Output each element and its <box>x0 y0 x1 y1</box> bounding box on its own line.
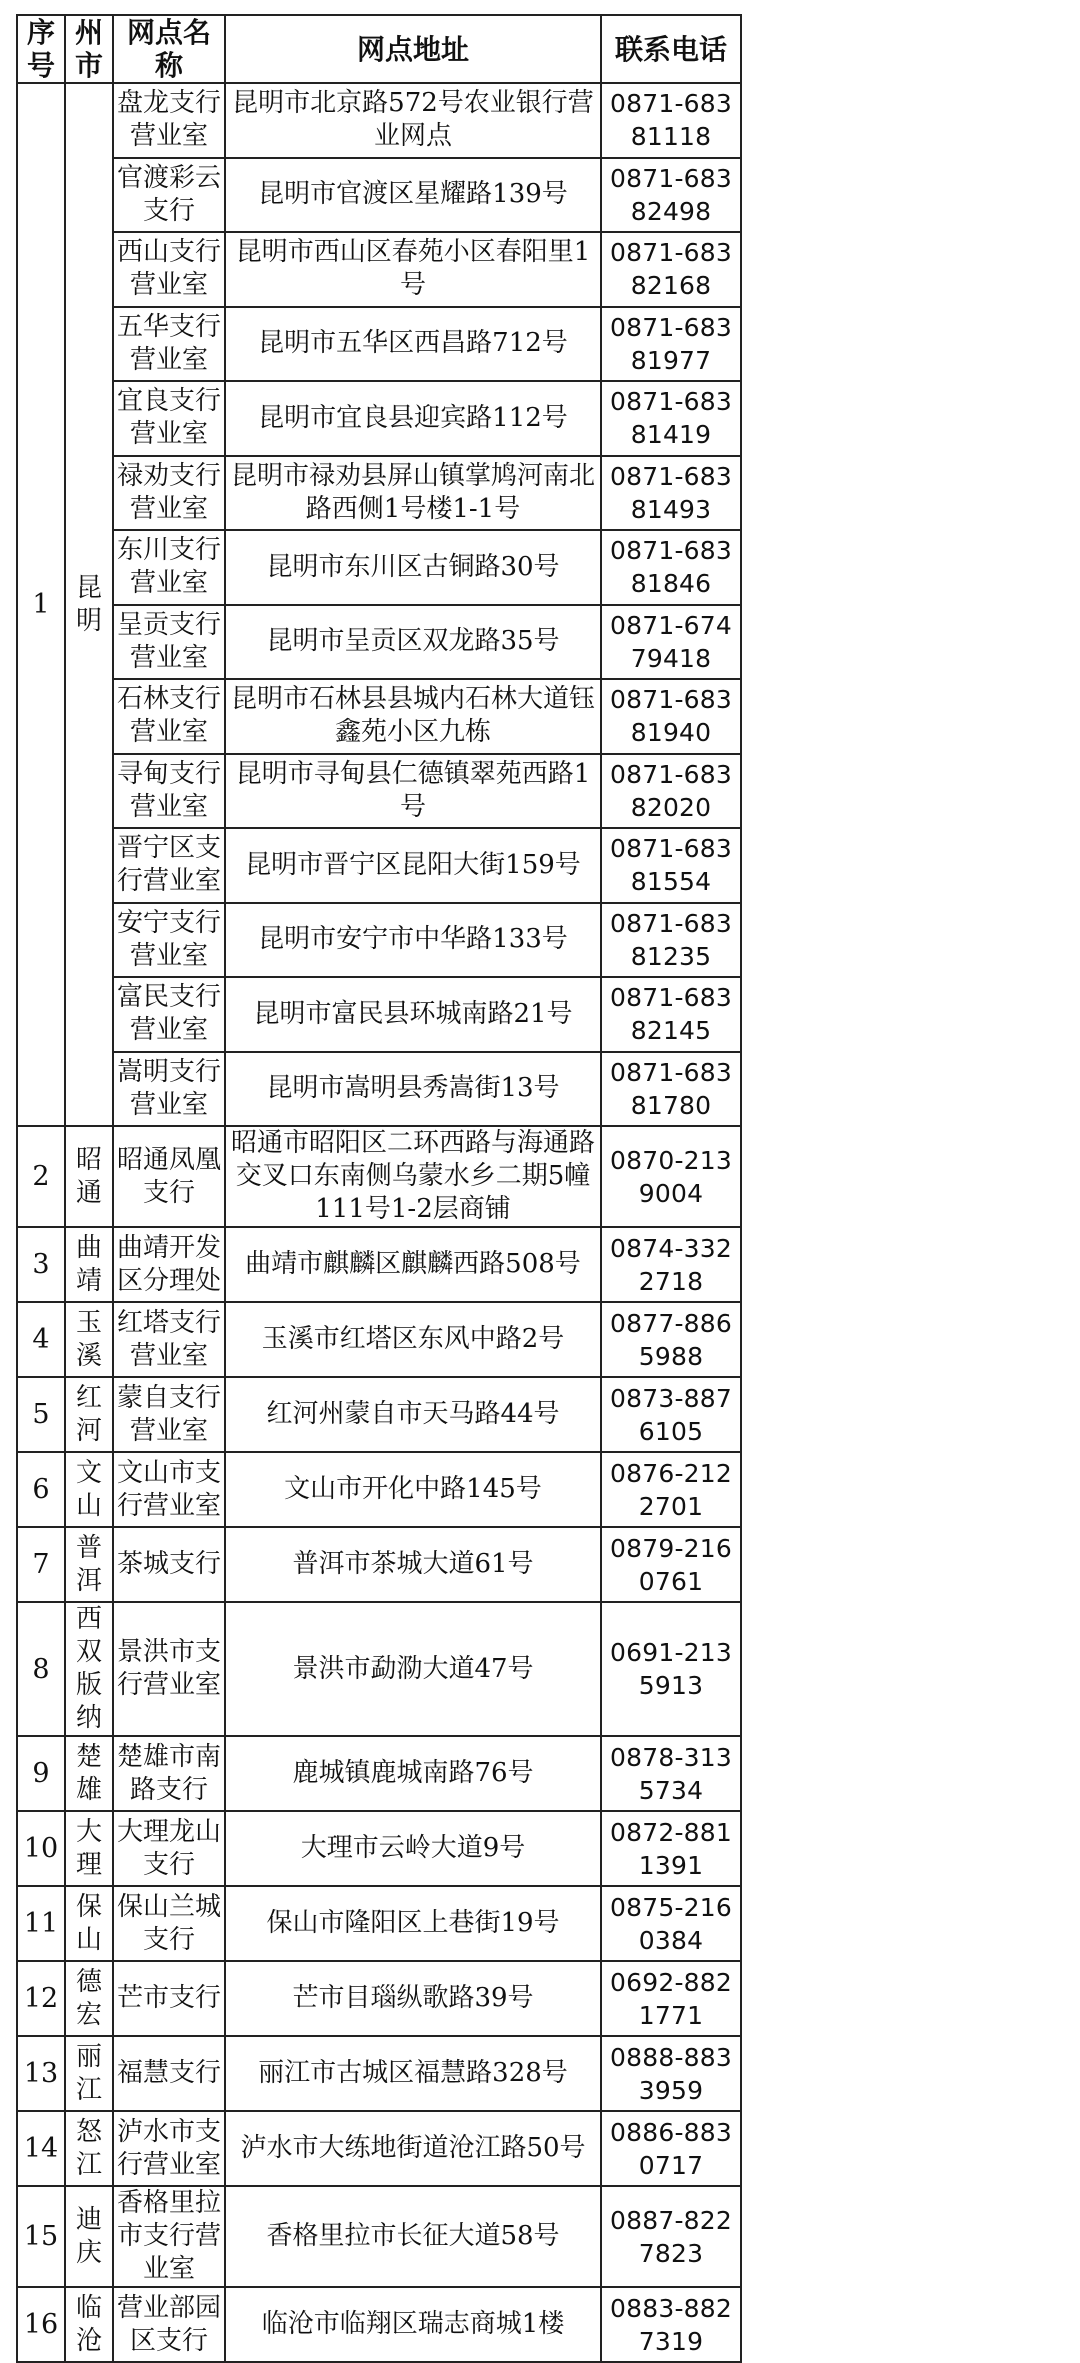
table-row <box>17 754 741 829</box>
row-seq: 3 <box>17 1227 65 1302</box>
row-phone: 0873-8876105 <box>601 1377 741 1452</box>
row-phone: 0871-68381846 <box>601 530 741 605</box>
table-row <box>17 1527 741 1602</box>
table-row <box>17 2111 741 2186</box>
table-body <box>17 83 741 2362</box>
table-row <box>17 1736 741 1811</box>
row-seq: 11 <box>17 1886 65 1961</box>
row-city: 西双版纳 <box>65 1602 113 1736</box>
row-phone: 0871-68381940 <box>601 679 741 754</box>
row-address: 昆明市石林县县城内石林大道钰鑫苑小区九栋 <box>225 679 601 754</box>
row-phone: 0871-68382168 <box>601 232 741 307</box>
row-address: 芒市目瑙纵歌路39号 <box>225 1961 601 2036</box>
table-row <box>17 2036 741 2111</box>
row-phone: 0888-8833959 <box>601 2036 741 2111</box>
table-row <box>17 1302 741 1377</box>
row-seq: 10 <box>17 1811 65 1886</box>
row-city: 迪庆 <box>65 2186 113 2287</box>
row-seq: 8 <box>17 1602 65 1736</box>
table-row <box>17 605 741 680</box>
row-city: 红河 <box>65 1377 113 1452</box>
row-phone: 0872-8811391 <box>601 1811 741 1886</box>
row-address: 鹿城镇鹿城南路76号 <box>225 1736 601 1811</box>
row-address: 昆明市五华区西昌路712号 <box>225 307 601 382</box>
row-phone: 0692-8821771 <box>601 1961 741 2036</box>
row-branch-name: 嵩明支行营业室 <box>113 1052 225 1127</box>
row-phone: 0879-2160761 <box>601 1527 741 1602</box>
row-phone: 0886-8830717 <box>601 2111 741 2186</box>
row-branch-name: 呈贡支行营业室 <box>113 605 225 680</box>
branch-table-container <box>16 14 742 2363</box>
table-row <box>17 83 741 158</box>
table-row <box>17 530 741 605</box>
table-row <box>17 679 741 754</box>
row-address: 香格里拉市长征大道58号 <box>225 2186 601 2287</box>
row-address: 泸水市大练地街道沧江路50号 <box>225 2111 601 2186</box>
row-city: 昭通 <box>65 1126 113 1227</box>
row-branch-name: 景洪市支行营业室 <box>113 1602 225 1736</box>
row-address: 昆明市宜良县迎宾路112号 <box>225 381 601 456</box>
row-seq: 4 <box>17 1302 65 1377</box>
table-row <box>17 1227 741 1302</box>
row-branch-name: 晋宁区支行营业室 <box>113 828 225 903</box>
row-branch-name: 香格里拉市支行营业室 <box>113 2186 225 2287</box>
row-address: 昆明市东川区古铜路30号 <box>225 530 601 605</box>
row-address: 昆明市嵩明县秀嵩街13号 <box>225 1052 601 1127</box>
table-row <box>17 977 741 1052</box>
row-city: 大理 <box>65 1811 113 1886</box>
row-branch-name: 楚雄市南路支行 <box>113 1736 225 1811</box>
row-phone: 0870-2139004 <box>601 1126 741 1227</box>
row-address: 昆明市晋宁区昆阳大街159号 <box>225 828 601 903</box>
branch-table <box>16 14 742 2363</box>
row-seq: 1 <box>17 83 65 1126</box>
row-branch-name: 文山市支行营业室 <box>113 1452 225 1527</box>
row-address: 大理市云岭大道9号 <box>225 1811 601 1886</box>
row-phone: 0878-3135734 <box>601 1736 741 1811</box>
row-address: 红河州蒙自市天马路44号 <box>225 1377 601 1452</box>
row-branch-name: 营业部园区支行 <box>113 2287 225 2362</box>
row-seq: 2 <box>17 1126 65 1227</box>
row-branch-name: 东川支行营业室 <box>113 530 225 605</box>
row-phone: 0871-68382145 <box>601 977 741 1052</box>
row-city: 曲靖 <box>65 1227 113 1302</box>
row-branch-name: 寻甸支行营业室 <box>113 754 225 829</box>
row-branch-name: 富民支行营业室 <box>113 977 225 1052</box>
row-city: 德宏 <box>65 1961 113 2036</box>
row-phone: 0871-68381554 <box>601 828 741 903</box>
row-phone: 0871-67479418 <box>601 605 741 680</box>
row-phone: 0871-68381118 <box>601 83 741 158</box>
row-phone: 0871-68381977 <box>601 307 741 382</box>
table-row <box>17 232 741 307</box>
row-phone: 0871-68381493 <box>601 456 741 531</box>
row-phone: 0871-68381780 <box>601 1052 741 1127</box>
row-phone: 0871-68381235 <box>601 903 741 978</box>
row-branch-name: 茶城支行 <box>113 1527 225 1602</box>
table-row <box>17 1452 741 1527</box>
row-branch-name: 福慧支行 <box>113 2036 225 2111</box>
row-city: 普洱 <box>65 1527 113 1602</box>
table-row <box>17 158 741 233</box>
row-seq: 13 <box>17 2036 65 2111</box>
row-address: 昆明市北京路572号农业银行营业网点 <box>225 83 601 158</box>
row-seq: 16 <box>17 2287 65 2362</box>
row-phone: 0871-68382498 <box>601 158 741 233</box>
row-branch-name: 红塔支行营业室 <box>113 1302 225 1377</box>
row-address: 景洪市勐泐大道47号 <box>225 1602 601 1736</box>
table-row <box>17 1961 741 2036</box>
row-seq: 9 <box>17 1736 65 1811</box>
table-row <box>17 828 741 903</box>
table-row <box>17 1886 741 1961</box>
row-address: 昆明市安宁市中华路133号 <box>225 903 601 978</box>
row-phone: 0874-3322718 <box>601 1227 741 1302</box>
row-city: 临沧 <box>65 2287 113 2362</box>
row-city: 文山 <box>65 1452 113 1527</box>
row-address: 昆明市寻甸县仁德镇翠苑西路1号 <box>225 754 601 829</box>
header-phone: 联系电话 <box>601 15 741 83</box>
row-address: 昆明市呈贡区双龙路35号 <box>225 605 601 680</box>
row-city: 玉溪 <box>65 1302 113 1377</box>
row-seq: 14 <box>17 2111 65 2186</box>
table-row <box>17 1602 741 1736</box>
row-branch-name: 保山兰城支行 <box>113 1886 225 1961</box>
row-seq: 7 <box>17 1527 65 1602</box>
table-row <box>17 381 741 456</box>
row-branch-name: 官渡彩云支行 <box>113 158 225 233</box>
row-phone: 0876-2122701 <box>601 1452 741 1527</box>
row-phone: 0875-2160384 <box>601 1886 741 1961</box>
header-seq: 序号 <box>17 15 65 83</box>
row-phone: 0883-8827319 <box>601 2287 741 2362</box>
row-city: 楚雄 <box>65 1736 113 1811</box>
row-address: 玉溪市红塔区东风中路2号 <box>225 1302 601 1377</box>
row-address: 昆明市官渡区星耀路139号 <box>225 158 601 233</box>
table-row <box>17 2287 741 2362</box>
table-row <box>17 1052 741 1127</box>
row-phone: 0871-68381419 <box>601 381 741 456</box>
header-branch-name: 网点名称 <box>113 15 225 83</box>
header-row <box>17 15 741 83</box>
row-address: 丽江市古城区福慧路328号 <box>225 2036 601 2111</box>
row-address: 昆明市禄劝县屏山镇掌鸠河南北路西侧1号楼1-1号 <box>225 456 601 531</box>
row-address: 保山市隆阳区上巷街19号 <box>225 1886 601 1961</box>
row-phone: 0877-8865988 <box>601 1302 741 1377</box>
row-branch-name: 盘龙支行营业室 <box>113 83 225 158</box>
row-branch-name: 泸水市支行营业室 <box>113 2111 225 2186</box>
row-address: 曲靖市麒麟区麒麟西路508号 <box>225 1227 601 1302</box>
header-address: 网点地址 <box>225 15 601 83</box>
row-branch-name: 西山支行营业室 <box>113 232 225 307</box>
row-branch-name: 禄劝支行营业室 <box>113 456 225 531</box>
row-address: 昆明市西山区春苑小区春阳里1号 <box>225 232 601 307</box>
row-address: 文山市开化中路145号 <box>225 1452 601 1527</box>
row-address: 昆明市富民县环城南路21号 <box>225 977 601 1052</box>
row-city: 昆明 <box>65 83 113 1126</box>
row-branch-name: 大理龙山支行 <box>113 1811 225 1886</box>
row-seq: 12 <box>17 1961 65 2036</box>
table-row <box>17 903 741 978</box>
row-address: 临沧市临翔区瑞志商城1楼 <box>225 2287 601 2362</box>
table-row <box>17 307 741 382</box>
row-city: 怒江 <box>65 2111 113 2186</box>
row-seq: 5 <box>17 1377 65 1452</box>
row-branch-name: 芒市支行 <box>113 1961 225 2036</box>
row-address: 昭通市昭阳区二环西路与海通路交叉口东南侧乌蒙水乡二期5幢111号1-2层商铺 <box>225 1126 601 1227</box>
row-phone: 0887-8227823 <box>601 2186 741 2287</box>
table-row <box>17 456 741 531</box>
table-row <box>17 1811 741 1886</box>
row-branch-name: 五华支行营业室 <box>113 307 225 382</box>
row-branch-name: 昭通凤凰支行 <box>113 1126 225 1227</box>
row-seq: 6 <box>17 1452 65 1527</box>
table-row <box>17 1377 741 1452</box>
row-seq: 15 <box>17 2186 65 2287</box>
table-row <box>17 1126 741 1227</box>
row-city: 丽江 <box>65 2036 113 2111</box>
row-branch-name: 蒙自支行营业室 <box>113 1377 225 1452</box>
header-city: 州市 <box>65 15 113 83</box>
row-branch-name: 石林支行营业室 <box>113 679 225 754</box>
row-phone: 0691-2135913 <box>601 1602 741 1736</box>
row-branch-name: 曲靖开发区分理处 <box>113 1227 225 1302</box>
row-address: 普洱市茶城大道61号 <box>225 1527 601 1602</box>
row-phone: 0871-68382020 <box>601 754 741 829</box>
row-branch-name: 安宁支行营业室 <box>113 903 225 978</box>
row-city: 保山 <box>65 1886 113 1961</box>
row-branch-name: 宜良支行营业室 <box>113 381 225 456</box>
